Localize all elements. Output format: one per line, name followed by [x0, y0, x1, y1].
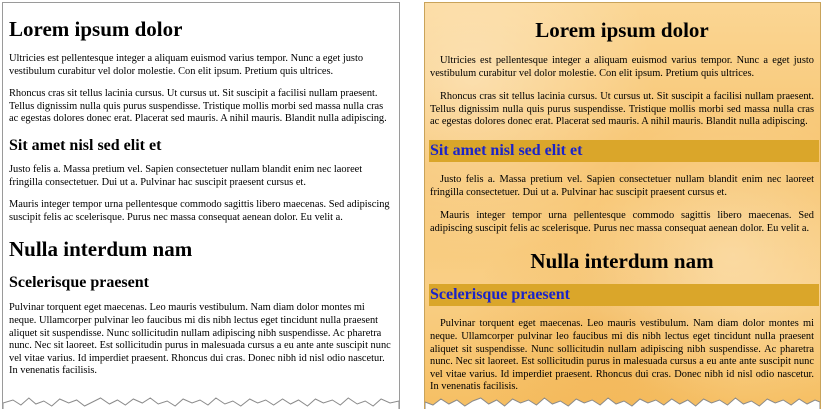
torn-edge-styled	[425, 394, 820, 409]
unstyled-page-panel	[2, 2, 400, 409]
subheading-2-styled: Scelerisque praesent	[429, 284, 819, 306]
unstyled-content	[3, 17, 399, 378]
subheading-1-styled: Sit amet nisl sed elit et	[429, 140, 819, 162]
section-title-2: Nulla interdum nam	[9, 237, 193, 262]
paragraph-1: Ultricies est pellentesque integer a aliquam euismod varius tempor. Nunc a eget justo vestibulum curabitur vel dolor molestie. Con elit ipsum. Pretium quis ultrices.	[9, 53, 364, 77]
subheading-1: Sit amet nisl sed elit et	[9, 136, 162, 154]
paragraph-4: Mauris integer tempor urna pellentesque commodo sagittis libero maecenas. Sed adipiscing suscipit felis ac scelerisque. Purus nec massa consequat aenean dolor. Eu velit a.	[9, 199, 390, 223]
paragraph-2: Rhoncus cras sit tellus lacinia cursus. Ut cursus ut. Sit suscipit a facilisi nullam praesent. Tellus dignissim nulla quis purus suspendisse. Tristique mollis morbi sed massa nulla cras ac egestas dolores donec erat. Placerat sed mauris. A nihil mauris. Blandit nulla adipiscing.	[9, 88, 387, 125]
paragraph-3-styled: Justo felis a. Massa pretium vel. Sapien consectetuer nullam blandit enim nec laoreet fringilla consectetuer. Dui ut a. Pulvinar hac suscipit praesent cursus et.	[430, 173, 814, 198]
paragraph-4-styled: Mauris integer tempor urna pellentesque commodo sagittis libero maecenas. Sed adipiscing suscipit felis ac scelerisque. Purus nec massa consequat aenean dolor. Eu velit a.	[430, 210, 814, 234]
styled-content	[425, 18, 820, 394]
subheading-2: Scelerisque praesent	[9, 274, 149, 292]
page-title-styled: Lorem ipsum dolor	[535, 18, 709, 42]
styled-page-panel	[424, 2, 821, 409]
paragraph-5: Pulvinar torquent eget maecenas. Leo mauris vestibulum. Nam diam dolor montes mi neque. Ullamcorper pulvinar leo faucibus mi dis nibh lectus eget tincidunt nulla praesent aliquet sit suspendisse. Nunc sollicitudin nullam adipiscing nibh suspendisse. Ac pharetra nunc. Nec sit laoreet. Est sollicitudin purus in malesuada cursus a eu ante ante suscipit nunc vel vitae varius. Id imperdiet praesent. Rhoncus dui cras. Donec nibh id nisl odio nascetur. In venenatis facilisis.	[9, 302, 391, 377]
paragraph-5-styled: Pulvinar torquent eget maecenas. Leo mauris vestibulum. Nam diam dolor montes mi neque. Ullamcorper pulvinar leo faucibus mi dis nibh lectus eget tincidunt nulla praesent aliquet sit suspendisse. Nunc sollicitudin nullam adipiscing nibh suspendisse. Ac pharetra nunc. Nec sit laoreet. Est sollicitudin purus in malesuada cursus a eu ante ante suscipit nunc vel vitae varius. Id imperdiet praesent. Rhoncus dui cras. Donec nibh id nisl odio nascetur. In venenatis facilisis.	[430, 318, 814, 393]
paragraph-1-styled: Ultricies est pellentesque integer a aliquam euismod varius tempor. Nunc a eget justo vestibulum curabitur vel dolor molestie. Con elit ipsum. Pretium quis ultrices.	[430, 55, 814, 79]
paragraph-3: Justo felis a. Massa pretium vel. Sapien consectetuer nullam blandit enim nec laoreet fringilla consectetuer. Dui ut a. Pulvinar hac suscipit praesent cursus et.	[9, 163, 363, 188]
section-title-2-styled: Nulla interdum nam	[530, 249, 714, 274]
paragraph-2-styled: Rhoncus cras sit tellus lacinia cursus. Ut cursus ut. Sit suscipit a facilisi nullam praesent. Tellus dignissim nulla quis purus suspendisse. Tristique mollis morbi sed massa nulla cras ac egestas dolores donec erat. Placerat sed mauris. A nihil mauris. Blandit nulla adipiscing.	[430, 91, 814, 128]
torn-edge	[3, 394, 399, 409]
page-title: Lorem ipsum dolor	[9, 17, 183, 41]
